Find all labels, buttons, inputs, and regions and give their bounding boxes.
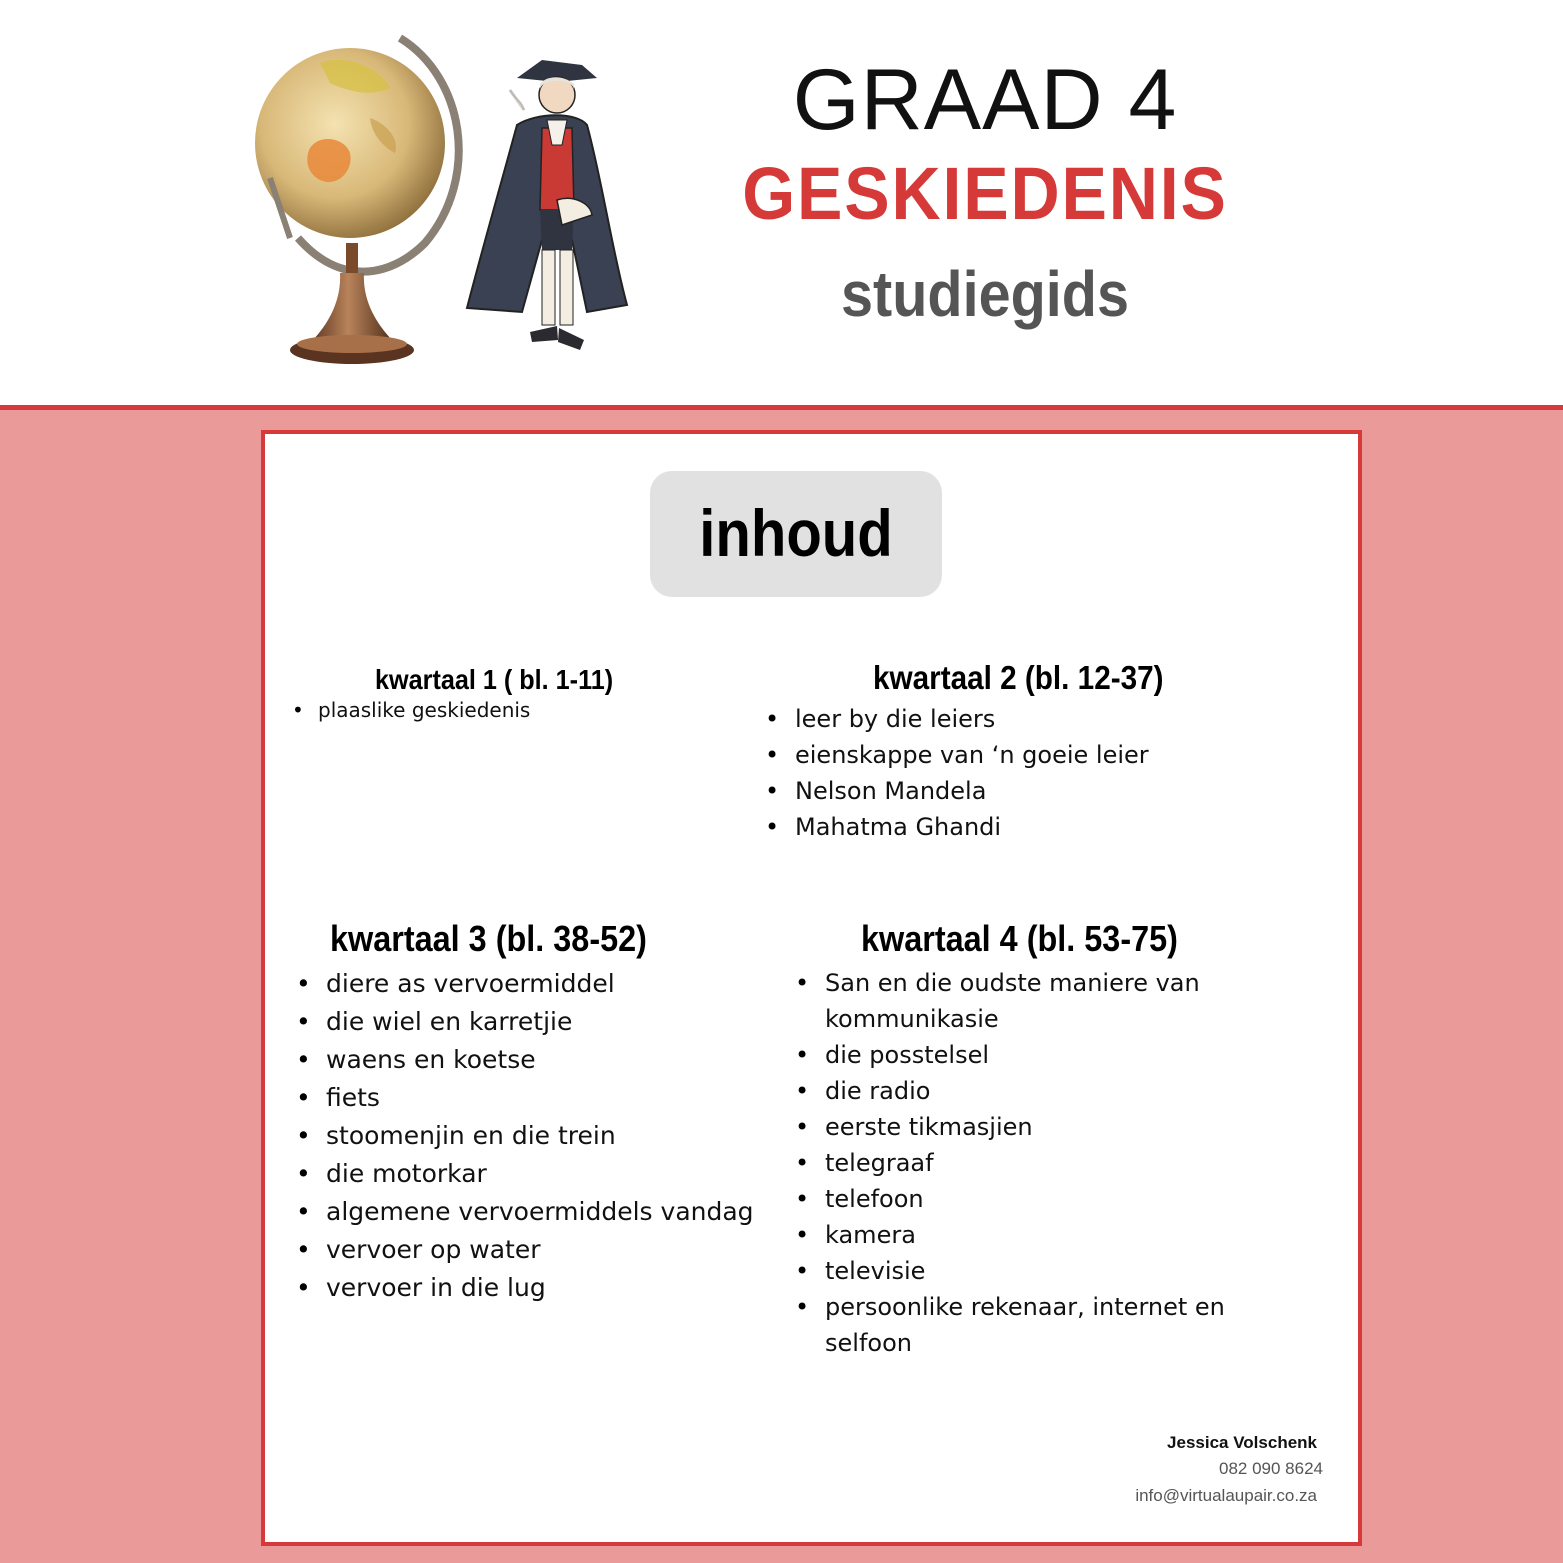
list-item: • fiets — [326, 1079, 756, 1117]
list-item: • eienskappe van ‘n goeie leier — [795, 737, 1325, 773]
section-title: kwartaal 1 ( bl. 1-11) — [375, 664, 614, 695]
author-name: Jessica Volschenk — [1167, 1433, 1317, 1452]
list-item: • kamera — [825, 1217, 1315, 1253]
section-kwartaal-4 — [795, 915, 1315, 1361]
item-list — [326, 965, 756, 1307]
list-item: • die posstelsel — [825, 1037, 1315, 1073]
list-item: • televisie — [825, 1253, 1315, 1289]
item-list — [795, 701, 1325, 845]
list-item: • San en die oudste maniere van kommunikasie — [825, 965, 1315, 1037]
globe-icon — [250, 28, 480, 373]
list-item: • leer by die leiers — [795, 701, 1325, 737]
section-kwartaal-1 — [290, 660, 750, 725]
historical-figure-icon — [462, 50, 632, 360]
contact-block — [1135, 1430, 1323, 1510]
contents-heading: inhoud — [699, 496, 893, 570]
list-item: • Nelson Mandela — [795, 773, 1325, 809]
list-item: • die wiel en karretjie — [326, 1003, 756, 1041]
email-address[interactable]: info@virtualaupair.co.za — [1135, 1486, 1317, 1505]
list-item: • stoomenjin en die trein — [326, 1117, 756, 1155]
list-item: • algemene vervoermiddels vandag — [326, 1193, 756, 1231]
list-item: • eerste tikmasjien — [825, 1109, 1315, 1145]
list-item: • persoonlike rekenaar, internet en selfoon — [825, 1289, 1315, 1361]
list-item: • diere as vervoermiddel — [326, 965, 756, 1003]
section-kwartaal-3 — [296, 915, 756, 1307]
section-title: kwartaal 2 (bl. 12-37) — [873, 659, 1164, 696]
list-item: • vervoer op water — [326, 1231, 756, 1269]
section-kwartaal-2 — [765, 655, 1325, 845]
subject-title: GESKIEDENIS — [742, 152, 1228, 235]
list-item: • plaaslike geskiedenis — [318, 695, 750, 725]
phone-number[interactable]: 082 090 8624 — [1219, 1459, 1323, 1478]
item-list — [318, 695, 750, 725]
section-title: kwartaal 4 (bl. 53-75) — [861, 918, 1178, 959]
list-item: • die radio — [825, 1073, 1315, 1109]
title-block — [700, 50, 1270, 334]
list-item: • Mahatma Ghandi — [795, 809, 1325, 845]
item-list — [825, 965, 1315, 1361]
list-item: • die motorkar — [326, 1155, 756, 1193]
grade-title: GRAAD 4 — [792, 52, 1178, 148]
list-item: • telefoon — [825, 1181, 1315, 1217]
list-item: • telegraaf — [825, 1145, 1315, 1181]
study-guide-title: studiegids — [840, 258, 1130, 330]
section-title: kwartaal 3 (bl. 38-52) — [330, 918, 647, 959]
list-item: • waens en koetse — [326, 1041, 756, 1079]
contents-heading-badge — [650, 471, 942, 597]
list-item: • vervoer in die lug — [326, 1269, 756, 1307]
